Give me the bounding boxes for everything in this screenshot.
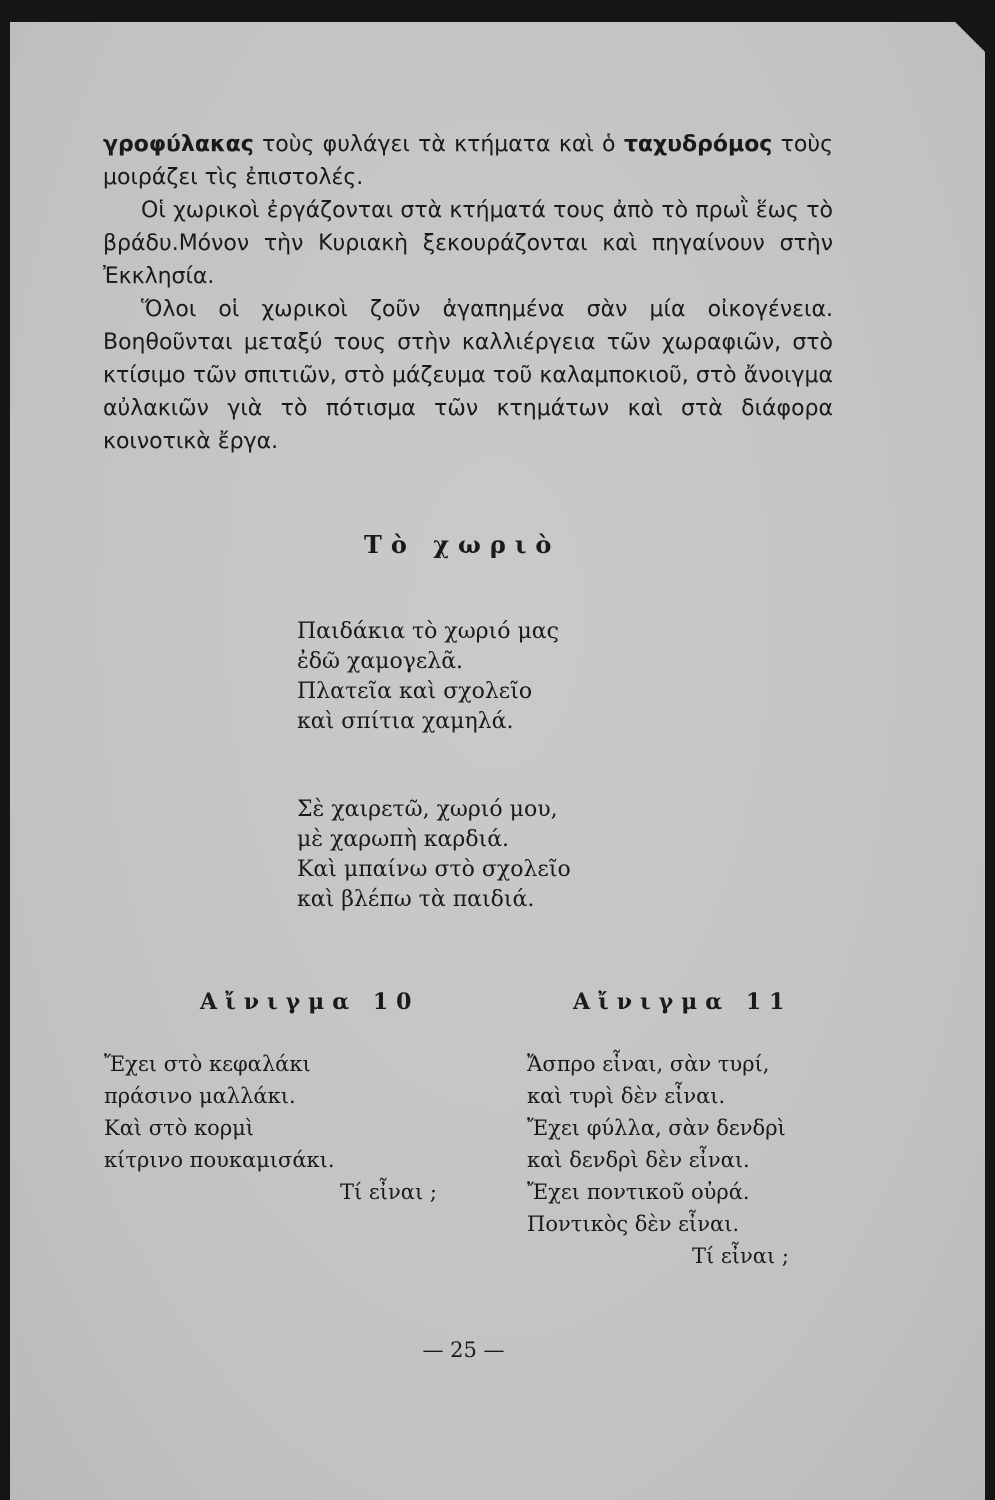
riddle-line: Ἔχει ποντικοῦ οὐρά. [527,1180,750,1204]
prose-paragraph-3: Ὅλοι οἱ χωρικοὶ ζοῦν ἀγαπημένα σὰν μία οἰκογένεια. Βοηθοῦνται μεταξύ τους στὴν καλλιέργεια τῶν χωραφιῶν, στὸ κτίσιμο τῶν σπιτιῶν, στὸ μάζευμα τοῦ καλαμποκιοῦ, στὸ ἄνοιγμα αὐλακιῶν γιὰ τὸ πότισμα τῶν κτημάτων καὶ στὰ διάφορα κοινοτικὰ ἔργα. [103,297,833,454]
riddle-line: Ἔχει στὸ κεφαλάκι [104,1052,311,1076]
poem-stanza-2 [297,795,717,915]
riddle-line: καὶ δενδρὶ δὲν εἶναι. [527,1148,750,1172]
riddle-line: καὶ τυρὶ δὲν εἶναι. [527,1084,726,1108]
poem-line: καὶ σπίτια χαμηλά. [297,709,514,734]
riddle-10-answer: Τί εἶναι ; [340,1180,437,1204]
riddle-10-body [104,1048,464,1208]
riddle-line: πράσινο μαλλάκι. [104,1084,296,1108]
riddle-11-title: Αἴνιγμα 11 [573,989,793,1015]
poem-line: ἐδῶ χαμογελᾶ. [297,649,464,674]
riddle-line: Ἄσπρο εἶναι, σὰν τυρί, [527,1052,770,1076]
prose-p1-mid: τοὺς φυλάγει τὰ κτήματα καὶ ὁ [253,132,624,157]
bold-term-2: ταχυδρόμος [623,132,773,157]
page-number: — 25 — [422,1338,505,1362]
page-corner [955,22,995,62]
poem-title: Τὸ χωριὸ [364,530,561,559]
bold-term-1: γροφύλακας [103,132,254,157]
prose-p1-end: τοὺς μοιράζει τὶς ἐπιστολές. [103,132,834,190]
prose-paragraph-2: Οἱ χωρικοὶ ἐργάζονται στὰ κτήματά τους ἀπὸ τὸ πρωῒ ἕως τὸ βράδυ.Μόνον τὴν Κυριακὴ ξεκουράζονται καὶ πηγαίνουν στὴν Ἐκκλησία. [103,198,833,289]
prose-section [103,128,833,458]
poem-line: Πλατεῖα καὶ σχολεῖο [297,679,533,704]
riddle-line: Ποντικὸς δὲν εἶναι. [527,1212,740,1236]
poem-line: Παιδάκια τὸ χωριό μας [297,619,559,644]
poem-line: μὲ χαρωπὴ καρδιά. [297,827,510,852]
prose-paragraph-1 [103,128,833,194]
riddle-11-body [527,1048,827,1272]
riddle-line: Καὶ στὸ κορμὶ [104,1116,255,1140]
poem-line: Σὲ χαιρετῶ, χωριό μου, [297,797,558,822]
riddle-10-title: Αἴνιγμα 10 [200,989,420,1015]
page-number-row [0,1338,995,1362]
riddle-line: κίτρινο πουκαμισάκι. [104,1148,335,1172]
riddle-line: Ἔχει φύλλα, σὰν δενδρὶ [527,1116,786,1140]
poem-line: καὶ βλέπω τὰ παιδιά. [297,887,535,912]
poem-stanza-1 [297,617,717,737]
riddle-11-answer: Τί εἶναι ; [692,1244,789,1268]
poem-line: Καὶ μπαίνω στὸ σχολεῖο [297,857,571,882]
